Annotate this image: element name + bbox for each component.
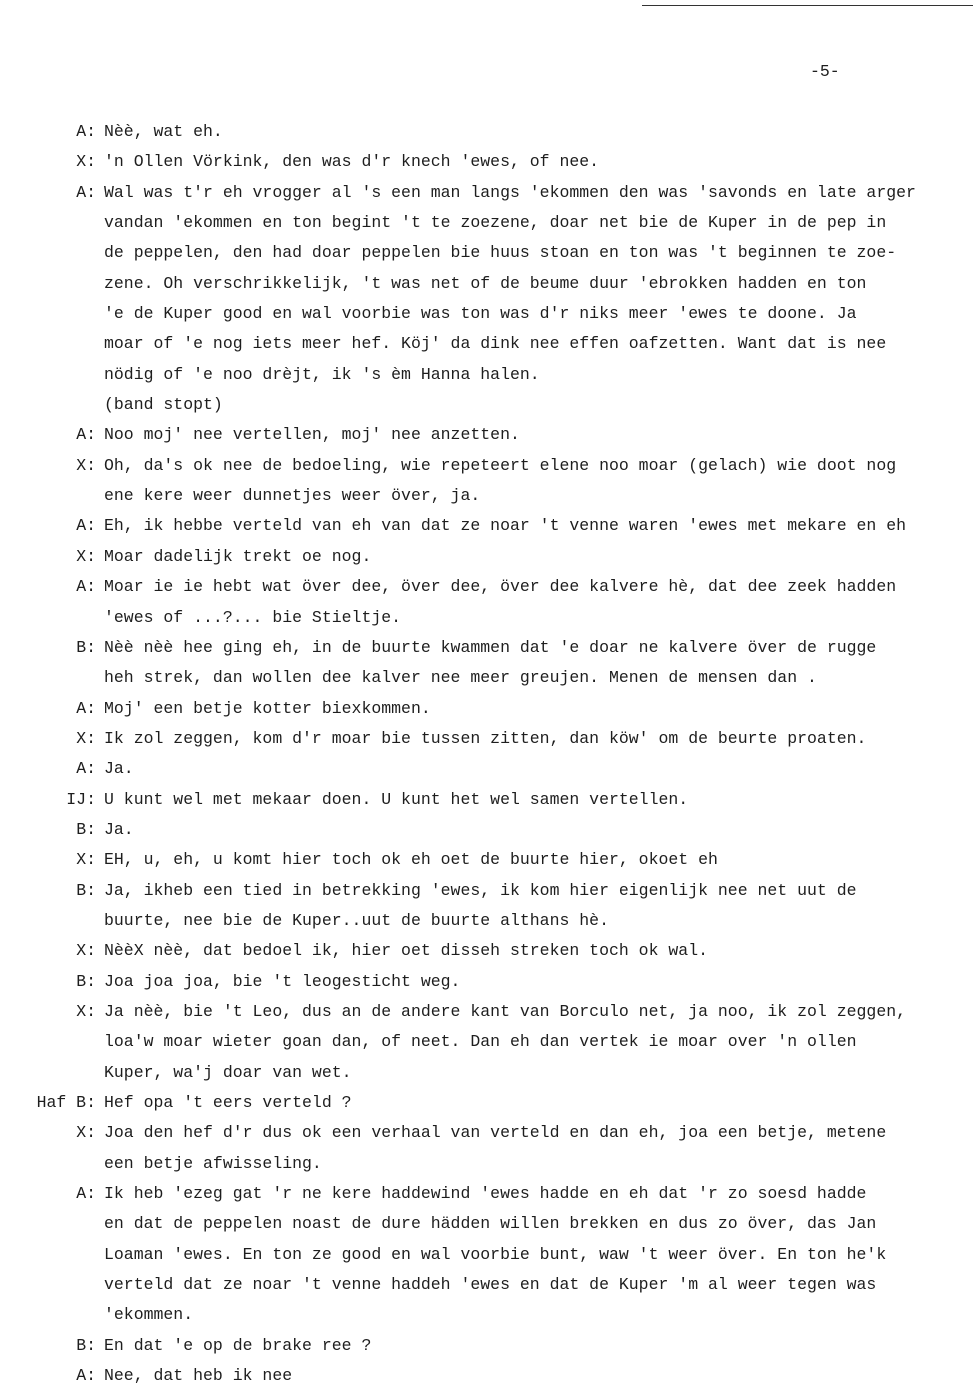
transcript-entry <box>0 633 973 694</box>
utterance-text: En dat 'e op de brake ree ? <box>104 1335 372 1355</box>
speaker-label: A: <box>76 516 96 536</box>
transcript-entry <box>0 876 973 937</box>
utterance-text: U kunt wel met mekaar doen. U kunt het wel samen vertellen. <box>104 789 689 809</box>
utterance-text: NèèX nèè, dat bedoel ik, hier oet disseh streken toch ok wal. <box>104 941 708 961</box>
speaker-label: B: <box>76 1335 96 1355</box>
utterance-text: Joa den hef d'r dus ok een verhaal van verteld en dan eh, joa een betje, metene een betje afwisseling. <box>104 1123 887 1173</box>
utterance-text: Hef opa 't eers verteld ? <box>104 1093 352 1112</box>
speaker-label: X: <box>76 728 96 748</box>
speaker-label: B: <box>76 971 96 991</box>
speaker-label: B: <box>76 637 96 657</box>
speaker-label: A: <box>76 1184 96 1204</box>
utterance-text: Ja. <box>104 819 134 839</box>
transcript-entry <box>0 997 973 1088</box>
speaker-label: X: <box>76 546 96 566</box>
utterance-text: Nèè nèè hee ging eh, in de buurte kwammen dat 'e doar ne kalvere över de rugge heh strek, dan wollen dee kalver nee meer greujen. Menen de mensen dan . <box>104 637 877 688</box>
speaker-label: A: <box>76 577 96 597</box>
transcript-entry <box>0 117 973 147</box>
utterance-text: Joa joa joa, bie 't leogesticht weg. <box>104 971 461 991</box>
utterance-text: Ja. <box>104 759 134 779</box>
speaker-label: Haf B: <box>36 1093 96 1112</box>
speaker-label: B: <box>76 819 96 839</box>
transcript-entry <box>0 845 973 875</box>
utterance-text: Ja, ikheb een tied in betrekking 'ewes, ik kom hier eigenlijk nee net uut de buurte, nee bie de Kuper..uut de buurte althans hè. <box>104 880 857 930</box>
utterance-text: Wal was t'r eh vrogger al 's een man langs 'ekommen den was 'savonds en late arger vandan 'ekommen en ton begint 't te zoezene, doar net bie de Kuper in de pep in de peppelen, den had doar peppelen bie huus stoan en ton was 't beginnen te zoe- zene. Oh verschrikkelijk, 't was net of de beume duur 'ebrokken hadden en ton 'e de Kuper good en wal voorbie was ton was d'r niks meer 'ewes te doone. Ja moar of 'e nog iets meer hef. Köj' da dink nee effen oafzetten. Want dat is nee nödig of 'e noo drèjt, ik 's èm Hanna halen. <box>104 182 916 384</box>
speaker-label: X: <box>76 941 96 961</box>
speaker-label: IJ: <box>66 789 96 809</box>
transcript-entry <box>0 1331 973 1361</box>
utterance-text: Nee, dat heb ik nee <box>104 1366 293 1386</box>
transcript-entry <box>0 1361 973 1391</box>
speaker-label: X: <box>76 850 96 870</box>
speaker-label: A: <box>76 759 96 779</box>
transcript-entry <box>0 178 973 390</box>
transcript-entry <box>0 1088 973 1118</box>
transcript <box>0 117 973 1391</box>
speaker-label: X: <box>76 1123 96 1143</box>
page-number: -5- <box>810 62 840 81</box>
utterance-text: EH, u, eh, u komt hier toch ok eh oet de buurte hier, okoet eh <box>104 850 718 870</box>
utterance-text: Noo moj' nee vertellen, moj' nee anzetten. <box>104 425 520 445</box>
utterance-text: Moj' een betje kotter biexkommen. <box>104 698 431 718</box>
utterance-text: Ik heb 'ezeg gat 'r ne kere haddewind 'ewes hadde en eh dat 'r zo soesd hadde en dat de peppelen noast de dure hädden willen brekken en dus zo över, das Jan Loaman 'ewes. En ton ze good en wal voorbie bunt, waw 't weer över. En ton he'k verteld dat ze noar 't venne haddeh 'ewes en dat de Kuper 'm al weer tegen was 'ekommen. <box>104 1184 887 1325</box>
transcript-entry <box>0 694 973 724</box>
transcript-entry <box>0 542 973 572</box>
speaker-label: B: <box>76 880 96 900</box>
transcript-entry <box>0 754 973 784</box>
transcript-entry <box>0 420 973 450</box>
speaker-label: X: <box>76 1001 96 1021</box>
transcript-entry <box>0 572 973 633</box>
transcript-entry <box>0 936 973 966</box>
utterance-text: Moar ie ie hebt wat över dee, över dee, över dee kalvere hè, dat dee zeek hadden 'ewes of ...?... bie Stieltje. <box>104 577 897 627</box>
top-rule <box>642 5 973 6</box>
speaker-label: A: <box>76 122 96 141</box>
transcript-entry <box>0 390 973 420</box>
utterance-text: Eh, ik hebbe verteld van eh van dat ze noar 't venne waren 'ewes met mekare en eh <box>104 516 907 536</box>
transcript-entry <box>0 785 973 815</box>
utterance-text: (band stopt) <box>104 395 223 415</box>
transcript-entry <box>0 147 973 177</box>
transcript-entry <box>0 1118 973 1179</box>
transcript-entry <box>0 724 973 754</box>
transcript-entry <box>0 451 973 512</box>
speaker-label: A: <box>76 182 96 202</box>
transcript-entry <box>0 967 973 997</box>
utterance-text: Moar dadelijk trekt oe nog. <box>104 546 372 566</box>
transcript-entry <box>0 511 973 541</box>
utterance-text: Ik zol zeggen, kom d'r moar bie tussen zitten, dan köw' om de beurte proaten. <box>104 728 867 748</box>
speaker-label: X: <box>76 152 96 172</box>
transcript-entry <box>0 1179 973 1331</box>
speaker-label: X: <box>76 455 96 475</box>
speaker-label: A: <box>76 1366 96 1386</box>
utterance-text: 'n Ollen Vörkink, den was d'r knech 'ewes, of nee. <box>104 152 600 172</box>
speaker-label: A: <box>76 425 96 445</box>
utterance-text: Ja nèè, bie 't Leo, dus an de andere kant van Borculo net, ja noo, ik zol zeggen, loa'w moar wieter goan dan, of neet. Dan eh dan vertek ie moar over 'n ollen Kuper, wa'j doar van wet. <box>104 1001 907 1082</box>
transcript-entry <box>0 815 973 845</box>
utterance-text: Oh, da's ok nee de bedoeling, wie repeteert elene noo moar (gelach) wie doot nog ene kere weer dunnetjes weer över, ja. <box>104 455 897 506</box>
speaker-label: A: <box>76 698 96 718</box>
utterance-text: Nèè, wat eh. <box>104 122 223 141</box>
